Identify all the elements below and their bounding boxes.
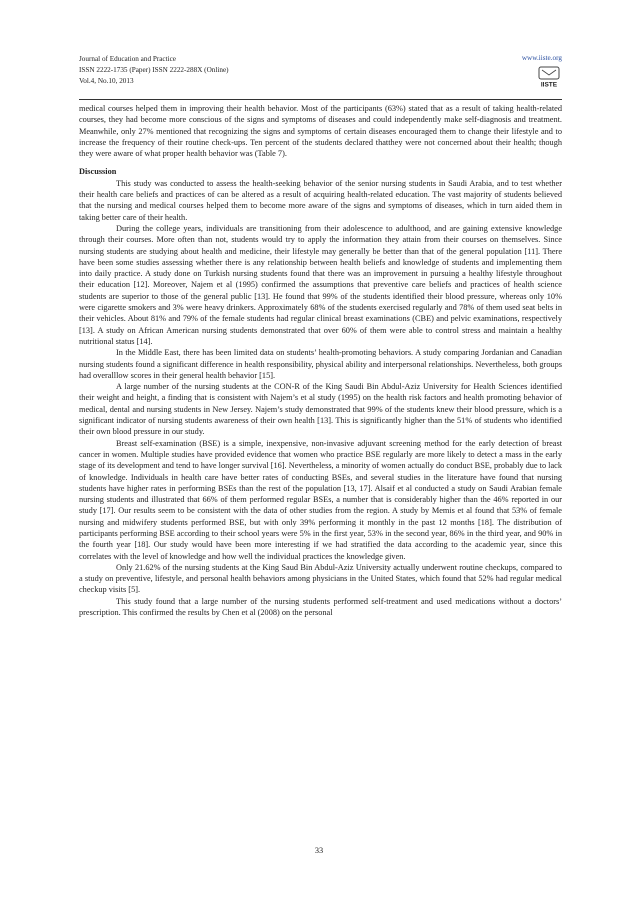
discussion-heading: Discussion bbox=[79, 167, 117, 177]
paragraph-intro: medical courses helped them in improving their health behavior. Most of the participants (63%) stated that as a result of taking health-related courses, they had become more conscious of the signs and symptoms of diseases and could independently make self-diagnosis and treatment. Meanwhile, only 27% mentioned that recognizing the signs and symptoms of certain diseases encouraged them to change their lifestyle and to increase the frequency of their routine check-ups. Ten percent of the students declared thatthey were not concerned about their health; though they were aware of what proper health behavior was (Table 7). bbox=[79, 104, 562, 159]
paragraph-6: Only 21.62% of the nursing students at the King Saud Bin Abdul-Aziz University actually underwent routine checkups, compared to a study on preventive, lifestyle, and personal health behaviors among physicians in the United States, which found that 52% had regular medical checkup visits [5]. bbox=[79, 562, 562, 595]
volume-line: Vol.4, No.10, 2013 bbox=[79, 77, 134, 85]
paragraph-1: This study was conducted to assess the health-seeking behavior of the senior nursing students in Saudi Arabia, and to test whether their health care beliefs and practices of can be altered as a result of acquiring health-related education. The vast majority of students believed that the nursing and medical courses helped them to become more aware of the signs and symptoms of diseases, which in turn aided them in taking better care of their health. bbox=[79, 178, 562, 222]
logo-text: IISTE bbox=[540, 81, 558, 88]
issn-line: ISSN 2222-1735 (Paper) ISSN 2222-288X (Online) bbox=[79, 66, 229, 74]
journal-title: Journal of Education and Practice bbox=[79, 55, 176, 63]
paragraph-7: This study found that a large number of the nursing students performed self-treatment and used medications without a doctors’ prescription. This confirmed the results by Chen et al (2008) on the personal bbox=[79, 596, 562, 618]
paragraph-3: In the Middle East, there has been limited data on students’ health-promoting behaviors. A study comparing Jordanian and Canadian nursing students found a significant difference in health responsibility, physical ability and interpersonal relationships. Nevertheless, both groups had overalllow scores in their general health behavior [15]. bbox=[79, 348, 562, 380]
journal-url-link[interactable]: www.iiste.org bbox=[521, 54, 562, 62]
article-body bbox=[79, 103, 562, 618]
header-divider bbox=[79, 99, 562, 100]
page-number: 33 bbox=[314, 846, 324, 855]
paragraph-4: A large number of the nursing students at the CON-R of the King Saudi Bin Abdul-Aziz University for Health Sciences identified their weight and height, a finding that is consistent with Najem’s et al study (1995) on the health risk factors and health promoting behavior of medical, dental and nursing students in New Jersey. Najem’s study demonstrated that 99% of the students knew their blood pressure, which is a significant indicator of nursing students awareness of their own health [13]. This is significantly higher than the 51% of students who identified their own blood pressure in our study. bbox=[79, 382, 562, 437]
page-header bbox=[79, 54, 562, 98]
paragraph-5: Breast self-examination (BSE) is a simple, inexpensive, non-invasive adjuvant screening method for the early detection of breast cancer in women. Multiple studies have provided evidence that women who practice BSE regularly are more likely to detect a mass in the early stage of its development and tend to have longer survival [16]. Nevertheless, a minority of women actually do conduct BSE, probably due to lack of knowledge. Individuals in health care have better rates of conducting BSEs, and several studies in the literature have found that nursing students have higher rates in performing BSEs than the rest of the population [13, 17]. Alsaif et al conducted a study on Saudi Arabian female nursing students and illustrated that 66% of them performed regular BSEs, a number that is considerably higher than the 46% reported in our study [17]. Our results seem to be consistent with the data of other studies from the region. A study by Memis et al found that 53% of female nursing and midwifery students performed BSE, but with only 39% performing it monthly in the past 12 months [18]. The distribution of participants performing BSE according to their school years were 5% in the first year, 53% in the second year, 86% in the third year, and 90% in the fourth year [18]. Our study would have been more interesting if we had stratified the data according to the academic year, since this correlates with the level of knowledge and how well the individual practices the knowledge given. bbox=[79, 438, 562, 561]
paragraph-2: During the college years, individuals are transitioning from their adolescence to adulthood, and are gaining extensive knowledge through their courses. More often than not, students would try to apply the information they attain from their courses on themselves. Since nursing students are studying about health and medicine, their lifestyle may generally be better than that of the general population [11]. There have been some studies assessing whether there is any relationship between health beliefs and knowledge of students and implementing them into daily practice. A study done on Turkish nursing students found that there was an improvement in pursuing a healthy lifestyle throughout their education [12]. Moreover, Najem et al (1995) confirmed the assumptions that preventive care beliefs and practices of health science students are superior to those of the general public [13]. He found that 99% of the students identified their blood pressure, whereas only 10% were cigarette smokers and 3% were heavy drinkers. Approximately 68% of the students exercised regularly and 78% of them used seat belts in their vehicles. About 81% and 79% of the female students had regular clinical breast examinations (CBE) and pelvic examinations, respectively [13]. A study on African American nursing students demonstrated that over 60% of them were able to control stress and maintain a healthy nutritional status [14]. bbox=[79, 223, 562, 346]
iiste-logo bbox=[536, 66, 562, 88]
